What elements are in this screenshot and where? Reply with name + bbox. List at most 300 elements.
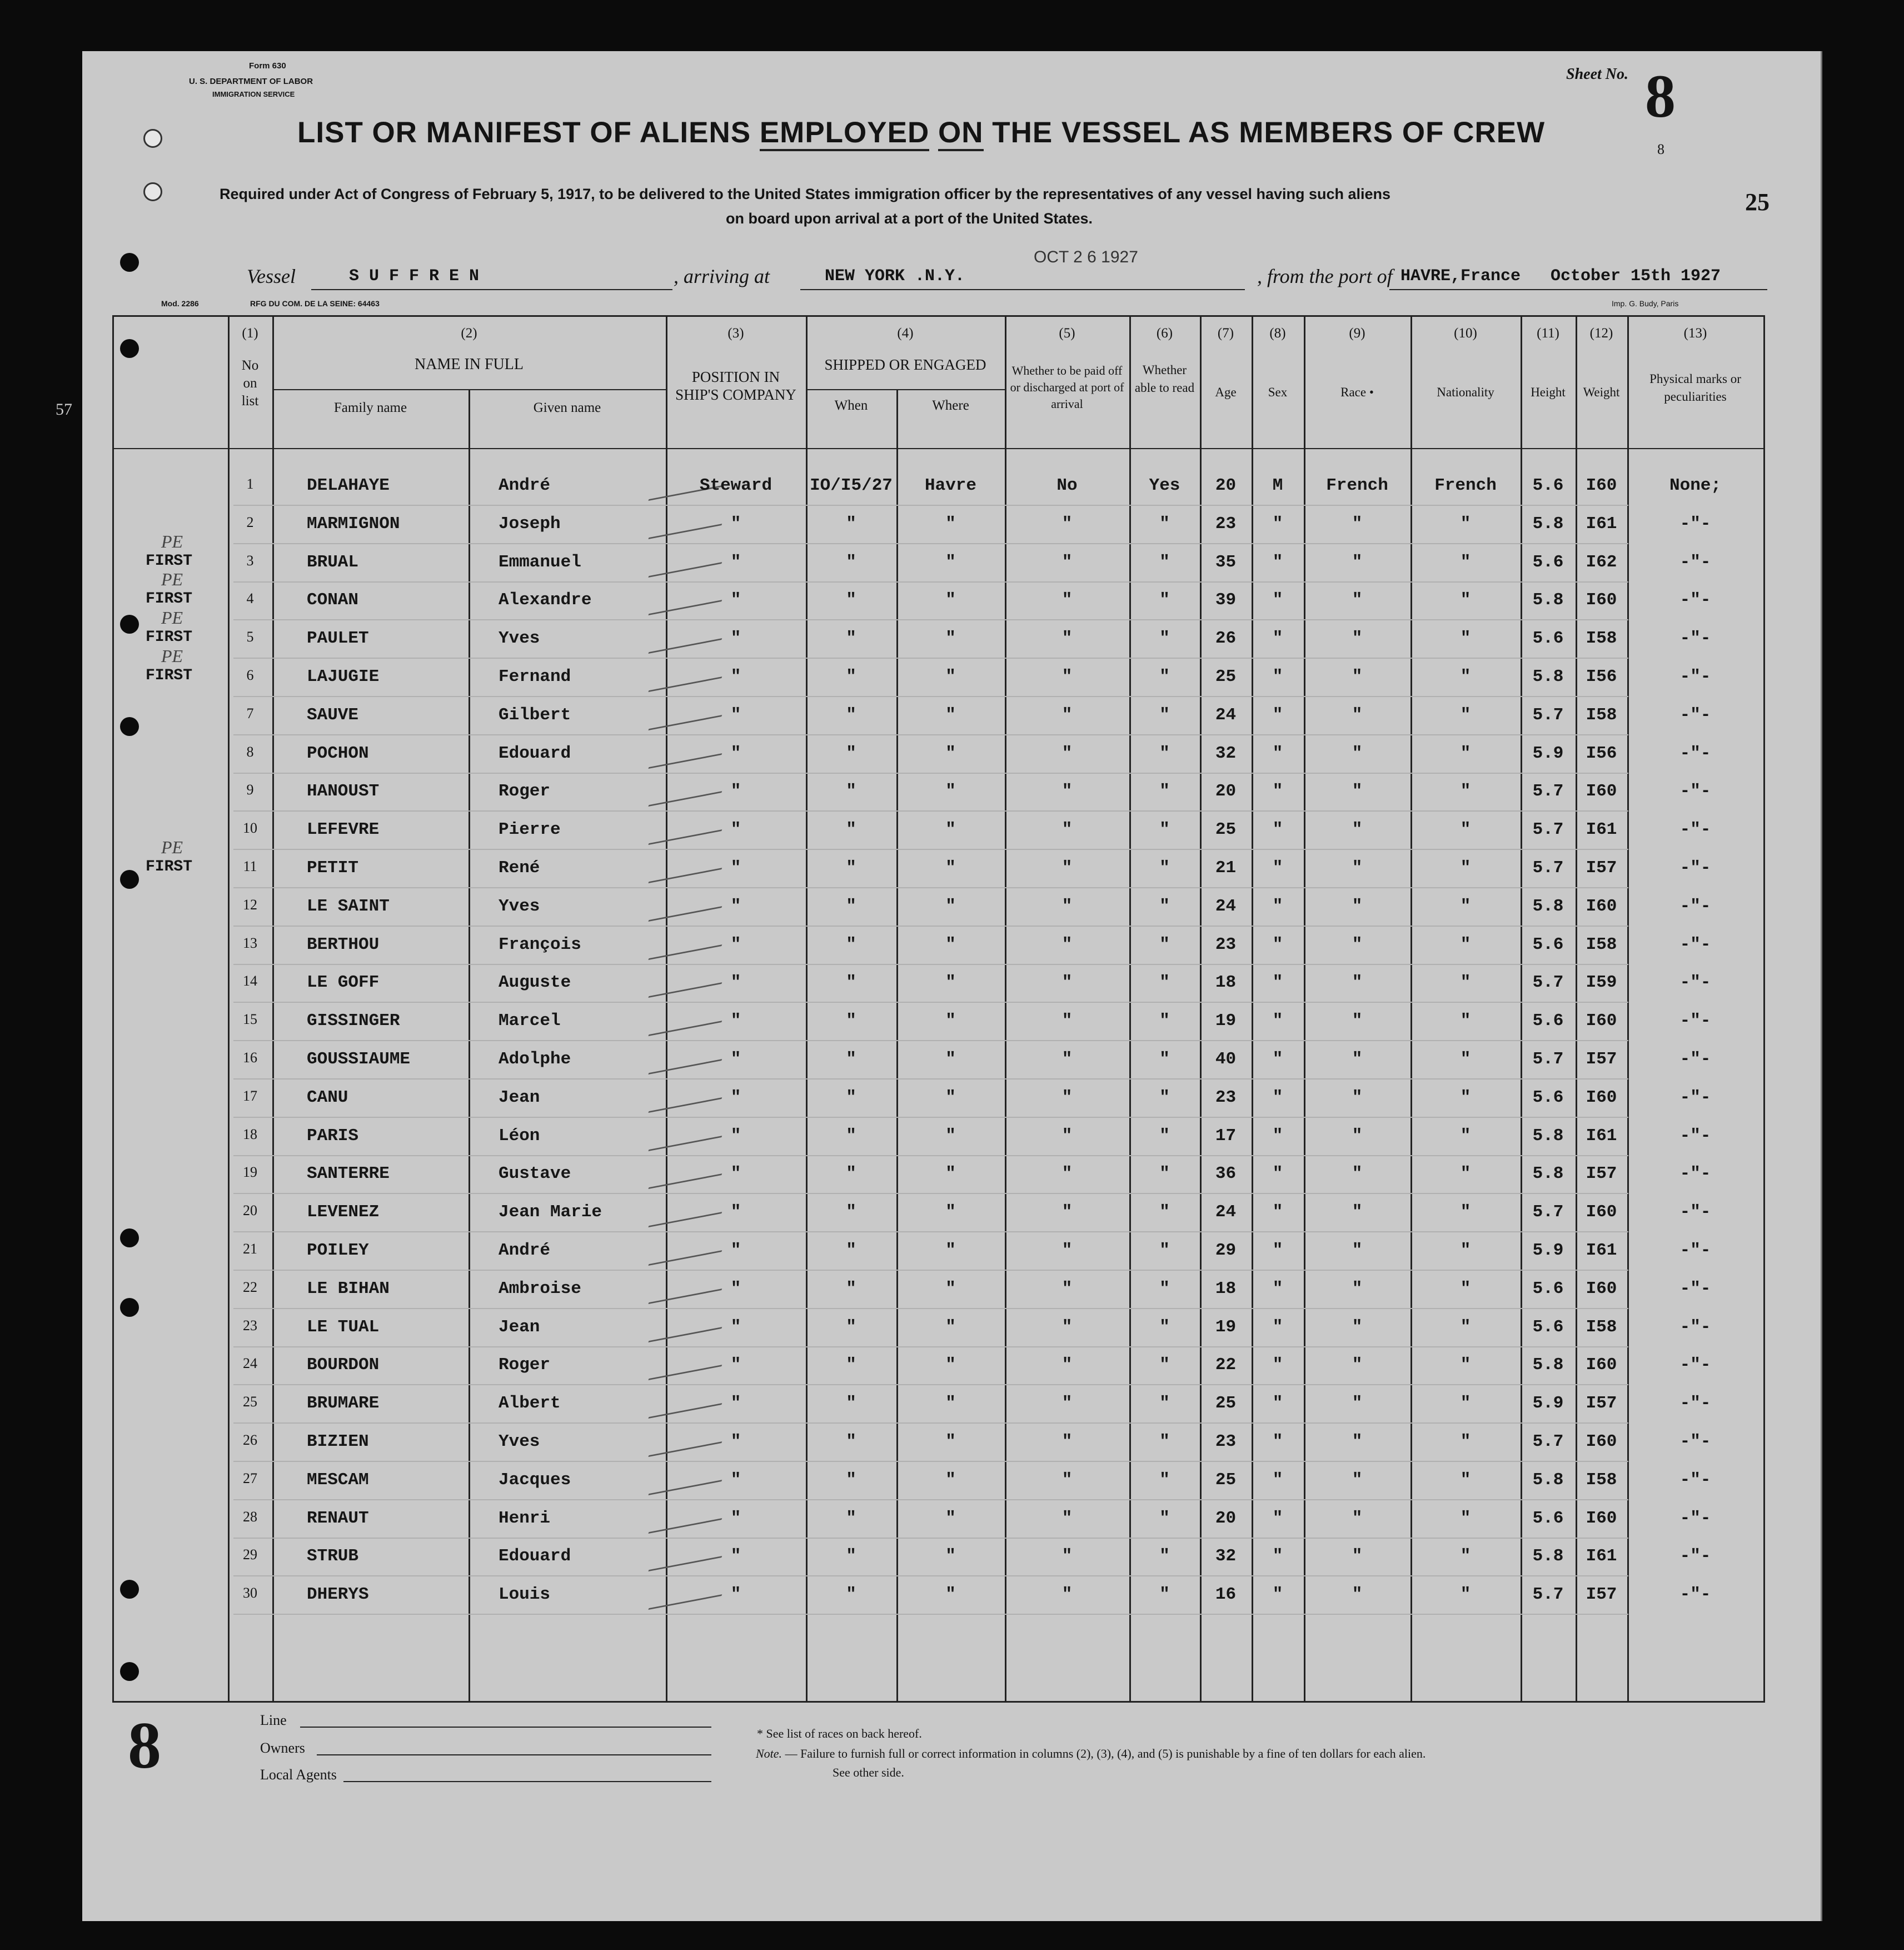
cell-when: " (846, 1355, 856, 1375)
cell-marks: -"- (1679, 1355, 1711, 1375)
cell-paid: " (1061, 629, 1073, 649)
punch-hole (120, 615, 139, 634)
cell-nationality: " (1460, 1394, 1471, 1414)
row-rule (233, 1155, 1628, 1156)
cell-age: 17 (1215, 1126, 1237, 1146)
cell-nationality: " (1460, 1202, 1471, 1222)
sheet-sub: 8 (1657, 141, 1664, 157)
cell-family: BIZIEN (307, 1432, 369, 1451)
margin-note-initials: PE (161, 569, 183, 590)
cell-race: " (1352, 1470, 1363, 1490)
cell-marks: -"- (1679, 934, 1711, 954)
cell-weight: I60 (1586, 1087, 1617, 1107)
sheet-number: 8 (1645, 62, 1676, 130)
row-rule (233, 581, 1628, 583)
cell-nationality: " (1460, 934, 1471, 954)
cell-race: " (1352, 782, 1363, 802)
note-text: — Failure to furnish full or correct information in columns (2), (3), (4), and (5) is punishable by a fine of ten dollars for each alien. (785, 1747, 1426, 1760)
cell-weight: I61 (1586, 1241, 1617, 1260)
cell-marks: -"- (1679, 1126, 1711, 1146)
cell-when: " (846, 743, 856, 763)
cell-given: Ambroise (499, 1279, 581, 1299)
cell-position: " (730, 1432, 741, 1451)
cell-height: 5.6 (1532, 1011, 1564, 1031)
col12-header: Weight (1583, 385, 1620, 399)
punch-hole (120, 253, 139, 272)
margin-note-first: FIRST (146, 552, 193, 570)
cell-read: " (1159, 820, 1170, 840)
cell-weight: I60 (1586, 1011, 1617, 1031)
cell-weight: I62 (1586, 552, 1617, 572)
cell-sex: " (1272, 514, 1283, 534)
cell-paid: " (1061, 973, 1073, 993)
cell-age: 32 (1215, 743, 1237, 763)
cell-paid: " (1061, 896, 1073, 916)
cell-when: " (846, 629, 856, 649)
cell-paid: " (1061, 705, 1073, 725)
cell-position: " (730, 1087, 741, 1107)
cell-weight: I60 (1586, 1279, 1617, 1299)
cell-sex: " (1272, 1202, 1283, 1222)
cell-age: 40 (1215, 1049, 1237, 1069)
cell-where: " (945, 782, 956, 802)
row-rule (233, 1270, 1628, 1271)
cell-family: BRUMARE (307, 1394, 380, 1414)
cell-marks: -"- (1679, 1394, 1711, 1414)
cell-sex: " (1272, 1241, 1283, 1260)
cell-race: " (1352, 1049, 1363, 1069)
cell-read: " (1159, 629, 1170, 649)
cell-no: 20 (243, 1202, 257, 1219)
row-rule (233, 1002, 1628, 1003)
cell-read: " (1159, 1585, 1170, 1605)
printer: Imp. G. Budy, Paris (1612, 299, 1679, 308)
cell-sex: " (1272, 552, 1283, 572)
col3-header: POSITION IN SHIP'S COMPANY (675, 369, 796, 403)
cell-read: " (1159, 1011, 1170, 1031)
cell-weight: I60 (1586, 1508, 1617, 1528)
cell-where: " (945, 1394, 956, 1414)
cell-read: " (1159, 1508, 1170, 1528)
cell-no: 27 (243, 1470, 257, 1486)
row-rule (233, 887, 1628, 888)
cell-sex: " (1272, 1126, 1283, 1146)
cell-position: " (730, 1241, 741, 1260)
cell-marks: None; (1669, 476, 1721, 495)
cell-race: " (1352, 820, 1363, 840)
cell-race: " (1352, 1508, 1363, 1528)
cell-read: " (1159, 1202, 1170, 1222)
cell-marks: -"- (1679, 1585, 1711, 1605)
cell-read: " (1159, 1164, 1170, 1184)
cell-height: 5.7 (1532, 858, 1564, 878)
cell-race: " (1352, 1394, 1363, 1414)
cell-age: 25 (1215, 820, 1237, 840)
cell-nationality: " (1460, 629, 1471, 649)
row-rule (233, 849, 1628, 850)
cell-position: " (730, 1164, 741, 1184)
table-right-border (1763, 315, 1765, 1703)
cell-read: " (1159, 1546, 1170, 1566)
col13-num: (13) (1683, 326, 1707, 341)
cell-marks: -"- (1679, 1011, 1711, 1031)
cell-position: " (730, 1317, 741, 1337)
cell-age: 25 (1215, 1470, 1237, 1490)
cell-when: " (846, 1317, 856, 1337)
cell-when: " (846, 705, 856, 725)
cell-position: " (730, 1279, 741, 1299)
cell-no: 8 (246, 743, 254, 760)
cell-position: " (730, 1546, 741, 1566)
cell-position: " (730, 1202, 741, 1222)
cell-position: " (730, 820, 741, 840)
cell-race: " (1352, 1011, 1363, 1031)
cell-when: " (846, 1011, 856, 1031)
cell-family: DHERYS (307, 1585, 369, 1605)
departure-date: October 15th 1927 (1551, 267, 1721, 286)
cell-weight: I60 (1586, 782, 1617, 802)
cell-age: 20 (1215, 1508, 1237, 1528)
cell-nationality: " (1460, 705, 1471, 725)
cell-where: " (945, 1355, 956, 1375)
cell-marks: -"- (1679, 590, 1711, 610)
cell-marks: -"- (1679, 1279, 1711, 1299)
cell-race: " (1352, 896, 1363, 916)
cell-read: " (1159, 590, 1170, 610)
cell-where: " (945, 973, 956, 993)
cell-given: Gilbert (499, 705, 571, 725)
cell-read: " (1159, 514, 1170, 534)
cell-no: 5 (246, 629, 254, 645)
cell-family: LE TUAL (307, 1317, 380, 1337)
col2-num: (2) (461, 326, 477, 341)
cell-read: " (1159, 705, 1170, 725)
cell-nationality: " (1460, 590, 1471, 610)
cell-no: 14 (243, 973, 257, 989)
cell-height: 5.7 (1532, 1202, 1564, 1222)
cell-weight: I59 (1586, 973, 1617, 993)
cell-no: 30 (243, 1585, 257, 1601)
row-rule (233, 1346, 1628, 1347)
row-rule (233, 773, 1628, 774)
cell-when: " (846, 552, 856, 572)
cell-nationality: " (1460, 1126, 1471, 1146)
cell-given: André (499, 1241, 551, 1260)
col9-header: Race • (1340, 385, 1374, 399)
cell-height: 5.8 (1532, 590, 1564, 610)
col13-header: Physical marks or peculiarities (1649, 372, 1741, 404)
cell-nationality: " (1460, 1241, 1471, 1260)
arriving-underline (800, 289, 1245, 290)
cell-age: 24 (1215, 1202, 1237, 1222)
cell-read: " (1159, 1355, 1170, 1375)
cell-where: " (945, 1508, 956, 1528)
cell-position: " (730, 667, 741, 687)
cell-marks: -"- (1679, 552, 1711, 572)
cell-where: " (945, 1049, 956, 1069)
cell-when: " (846, 590, 856, 610)
cell-sex: " (1272, 1470, 1283, 1490)
cell-age: 32 (1215, 1546, 1237, 1566)
cell-read: " (1159, 896, 1170, 916)
table-bottom-border (112, 1701, 1765, 1703)
cell-weight: I57 (1586, 1585, 1617, 1605)
cell-age: 19 (1215, 1011, 1237, 1031)
cell-nationality: " (1460, 514, 1471, 534)
port-underline (1389, 289, 1767, 290)
margin-note-initials: PE (161, 531, 183, 551)
table-left-border (112, 315, 114, 1703)
cell-weight: I56 (1586, 743, 1617, 763)
page-title: LIST OR MANIFEST OF ALIENS EMPLOYED ON THE VESSEL AS MEMBERS OF CREW (297, 116, 1545, 150)
cell-race: " (1352, 1317, 1363, 1337)
cell-marks: -"- (1679, 896, 1711, 916)
cell-where: " (945, 896, 956, 916)
cell-when: IO/I5/27 (810, 476, 893, 495)
cell-weight: I61 (1586, 1546, 1617, 1566)
cell-no: 19 (243, 1164, 257, 1181)
cell-age: 16 (1215, 1585, 1237, 1605)
cell-when: " (846, 858, 856, 878)
cell-where: " (945, 590, 956, 610)
cell-marks: -"- (1679, 1087, 1711, 1107)
cell-when: " (846, 1087, 856, 1107)
cell-given: Emmanuel (499, 552, 581, 572)
cell-family: PARIS (307, 1126, 359, 1146)
cell-nationality: " (1460, 1546, 1471, 1566)
cell-paid: " (1061, 1049, 1073, 1069)
cell-age: 19 (1215, 1317, 1237, 1337)
cell-where: " (945, 743, 956, 763)
cell-race: " (1352, 1087, 1363, 1107)
cell-no: 7 (246, 705, 254, 722)
cell-age: 21 (1215, 858, 1237, 878)
cell-given: Edouard (499, 1546, 571, 1566)
cell-marks: -"- (1679, 514, 1711, 534)
cell-sex: " (1272, 743, 1283, 763)
cell-marks: -"- (1679, 820, 1711, 840)
punch-hole (120, 339, 139, 358)
note-label: Note. (756, 1747, 782, 1760)
cell-position: " (730, 514, 741, 534)
shipped-subheader-line (806, 389, 1005, 390)
punch-hole (143, 182, 162, 201)
cell-height: 5.9 (1532, 1394, 1564, 1414)
cell-sex: " (1272, 1355, 1283, 1375)
cell-paid: " (1061, 1126, 1073, 1146)
arriving-label: , arriving at (674, 265, 770, 287)
cell-position: " (730, 743, 741, 763)
cell-where: " (945, 1087, 956, 1107)
margin-note-first: FIRST (146, 667, 193, 684)
cell-race: " (1352, 705, 1363, 725)
cell-sex: " (1272, 782, 1283, 802)
cell-age: 18 (1215, 1279, 1237, 1299)
cell-position: " (730, 782, 741, 802)
cell-nationality: " (1460, 1470, 1471, 1490)
cell-where: " (945, 1470, 956, 1490)
see-other-side: See other side. (833, 1765, 904, 1779)
cell-no: 29 (243, 1546, 257, 1563)
cell-no: 28 (243, 1508, 257, 1525)
cell-where: " (945, 1011, 956, 1031)
cell-race: " (1352, 858, 1363, 878)
cell-height: 5.8 (1532, 896, 1564, 916)
table-top-border (112, 315, 1765, 317)
cell-nationality: French (1434, 476, 1497, 495)
cell-sex: " (1272, 590, 1283, 610)
cell-nationality: " (1460, 743, 1471, 763)
cell-race: " (1352, 590, 1363, 610)
row-rule (233, 1614, 1628, 1615)
cell-paid: " (1061, 1317, 1073, 1337)
cell-age: 22 (1215, 1355, 1237, 1375)
cell-family: BERTHOU (307, 934, 380, 954)
cell-nationality: " (1460, 858, 1471, 878)
cell-family: LAJUGIE (307, 667, 380, 687)
local-agents-label: Local Agents (260, 1767, 337, 1783)
punch-hole (120, 870, 139, 889)
cell-when: " (846, 782, 856, 802)
row-rule (233, 543, 1628, 544)
cell-no: 15 (243, 1011, 257, 1028)
cell-height: 5.6 (1532, 934, 1564, 954)
cell-read: " (1159, 667, 1170, 687)
cell-paid: " (1061, 590, 1073, 610)
cell-nationality: " (1460, 1355, 1471, 1375)
cell-age: 23 (1215, 934, 1237, 954)
cell-age: 24 (1215, 705, 1237, 725)
cell-read: " (1159, 1394, 1170, 1414)
col7-num: (7) (1217, 326, 1234, 341)
cell-paid: " (1061, 1011, 1073, 1031)
cell-paid: " (1061, 1508, 1073, 1528)
cell-read: " (1159, 1241, 1170, 1260)
cell-race: " (1352, 1164, 1363, 1184)
cell-position: " (730, 896, 741, 916)
cell-no: 6 (246, 667, 254, 683)
cell-when: " (846, 1164, 856, 1184)
cell-age: 25 (1215, 667, 1237, 687)
cell-paid: " (1061, 1394, 1073, 1414)
cell-marks: -"- (1679, 629, 1711, 649)
col6-num: (6) (1156, 326, 1173, 341)
cell-when: " (846, 1546, 856, 1566)
cell-weight: I61 (1586, 820, 1617, 840)
cell-nationality: " (1460, 1317, 1471, 1337)
cell-nationality: " (1460, 1279, 1471, 1299)
cell-where: " (945, 667, 956, 687)
cell-sex: " (1272, 1585, 1283, 1605)
cell-race: French (1326, 476, 1388, 495)
cell-marks: -"- (1679, 1317, 1711, 1337)
cell-where: " (945, 705, 956, 725)
vessel-label: Vessel (247, 265, 296, 287)
cell-age: 18 (1215, 973, 1237, 993)
cell-sex: " (1272, 1087, 1283, 1107)
cell-weight: I56 (1586, 667, 1617, 687)
cell-when: " (846, 1432, 856, 1451)
cell-no: 23 (243, 1317, 257, 1334)
cell-weight: I60 (1586, 1355, 1617, 1375)
cell-read: " (1159, 973, 1170, 993)
cell-height: 5.7 (1532, 1432, 1564, 1451)
cell-no: 16 (243, 1049, 257, 1066)
row-rule (233, 696, 1628, 697)
cell-when: " (846, 896, 856, 916)
cell-position: Steward (699, 476, 772, 495)
cell-sex: " (1272, 705, 1283, 725)
row-rule (233, 734, 1628, 735)
cell-age: 23 (1215, 514, 1237, 534)
cell-when: " (846, 514, 856, 534)
col4a-header: When (834, 398, 868, 413)
cell-position: " (730, 1508, 741, 1528)
cell-given: Jacques (499, 1470, 571, 1490)
punch-hole (120, 717, 139, 736)
cell-given: Henri (499, 1508, 551, 1528)
col12-num: (12) (1589, 326, 1613, 341)
cell-paid: " (1061, 1470, 1073, 1490)
cell-no: 12 (243, 896, 257, 913)
cell-race: " (1352, 1546, 1363, 1566)
cell-sex: " (1272, 1164, 1283, 1184)
cell-marks: -"- (1679, 1164, 1711, 1184)
from-label: , from the port of (1257, 265, 1393, 287)
cell-no: 21 (243, 1241, 257, 1257)
row-rule (233, 619, 1628, 620)
sheet-label: Sheet No. (1566, 66, 1628, 83)
cell-given: Pierre (499, 820, 561, 840)
margin-note-first: FIRST (146, 858, 193, 875)
cell-paid: " (1061, 552, 1073, 572)
cell-when: " (846, 1202, 856, 1222)
cell-height: 5.8 (1532, 514, 1564, 534)
cell-given: Gustave (499, 1164, 571, 1184)
cell-position: " (730, 1355, 741, 1375)
cell-sex: " (1272, 667, 1283, 687)
cell-given: Jean (499, 1087, 540, 1107)
cell-sex: " (1272, 1279, 1283, 1299)
cell-family: HANOUST (307, 782, 380, 802)
cell-nationality: " (1460, 1011, 1471, 1031)
subtitle-line2: on board upon arrival at a port of the United States. (726, 210, 1093, 227)
col10-num: (10) (1454, 326, 1477, 341)
cell-family: RENAUT (307, 1508, 369, 1528)
row-rule (233, 926, 1628, 927)
cell-height: 5.8 (1532, 1126, 1564, 1146)
col2b-header: Given name (533, 400, 601, 415)
races-note: * See list of races on back hereof. (757, 1727, 922, 1740)
cell-height: 5.7 (1532, 705, 1564, 725)
cell-where: " (945, 1546, 956, 1566)
cell-height: 5.7 (1532, 1585, 1564, 1605)
cell-paid: " (1061, 858, 1073, 878)
cell-given: Yves (499, 896, 540, 916)
cell-paid: " (1061, 934, 1073, 954)
cell-age: 24 (1215, 896, 1237, 916)
row-rule (233, 1575, 1628, 1576)
cell-height: 5.6 (1532, 1317, 1564, 1337)
cell-race: " (1352, 1241, 1363, 1260)
cell-when: " (846, 1394, 856, 1414)
cell-weight: I60 (1586, 896, 1617, 916)
cell-when: " (846, 973, 856, 993)
cell-position: " (730, 705, 741, 725)
cell-age: 39 (1215, 590, 1237, 610)
vessel-name: S U F F R E N (349, 267, 480, 286)
cell-nationality: " (1460, 896, 1471, 916)
